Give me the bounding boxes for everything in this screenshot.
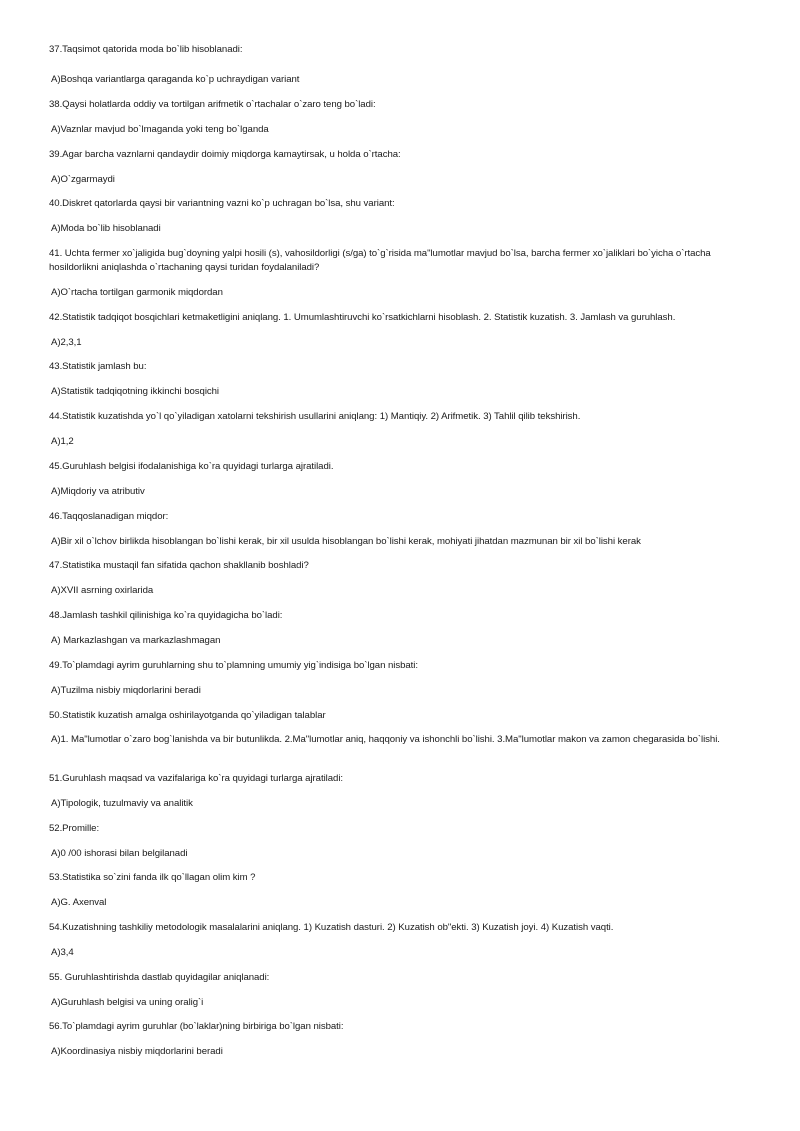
answer-40: A)Moda bo`lib hisoblanadi [51, 223, 161, 234]
question-41: 41. Uchta fermer xo`jaligida bug`doyning yalpi hosili (s), vahosildorligi (s/ga) to`g`risida ma"lumotlar mavjud bo`lsa, barcha fermer xo`jaliklari bo`yicha o`rtacha hosildorlikni aniqlashda o`rtachaning qaysi turidan foydalaniladi? [49, 248, 711, 273]
answer-56: A)Koordinasiya nisbiy miqdorlarini beradi [51, 1046, 223, 1057]
question-44: 44.Statistik kuzatishda yo`l qo`yiladigan xatolarni tekshirish usullarini aniqlang: 1) Mantiqiy. 2) Arifmetik. 3) Tahlil qilib tekshirish. [49, 411, 581, 422]
question-56: 56.To`plamdagi ayrim guruhlar (bo`laklar)ning birbiriga bo`lgan nisbati: [49, 1021, 344, 1032]
answer-44: A)1,2 [51, 436, 74, 447]
question-38: 38.Qaysi holatlarda oddiy va tortilgan arifmetik o`rtachalar o`zaro teng bo`ladi: [49, 99, 376, 110]
answer-51: A)Tipologik, tuzulmaviy va analitik [51, 798, 193, 809]
answer-42: A)2,3,1 [51, 337, 82, 348]
question-42: 42.Statistik tadqiqot bosqichlari ketmaketligini aniqlang. 1. Umumlashtiruvchi ko`rsatkichlarni hisoblash. 2. Statistik kuzatish. 3. Jamlash va guruhlash. [49, 312, 676, 323]
question-39: 39.Agar barcha vaznlarni qandaydir doimiy miqdorga kamaytirsak, u holda o`rtacha: [49, 149, 401, 160]
answer-43: A)Statistik tadqiqotning ikkinchi bosqichi [51, 386, 220, 397]
question-48: 48.Jamlash tashkil qilinishiga ko`ra quyidagicha bo`ladi: [49, 610, 283, 621]
answer-39: A)O`zgarmaydi [51, 174, 115, 185]
answer-49: A)Tuzilma nisbiy miqdorlarini beradi [51, 685, 201, 696]
answer-55: A)Guruhlash belgisi va uning oralig`i [51, 997, 204, 1008]
answer-53: A)G. Axenval [51, 897, 107, 908]
answer-50: A)1. Ma"lumotlar o`zaro bog`lanishda va bir butunlikda. 2.Ma"lumotlar aniq, haqqoniy va ishonchli bo`lishi. 3.Ma"lumotlar makon va zamon chegarasida bo`lishi. [51, 734, 720, 745]
question-51: 51.Guruhlash maqsad va vazifalariga ko`ra quyidagi turlarga ajratiladi: [49, 773, 344, 784]
question-52: 52.Promille: [49, 823, 100, 834]
answer-41: A)O`rtacha tortilgan garmonik miqdordan [51, 287, 223, 298]
question-50: 50.Statistik kuzatish amalga oshirilayotganda qo`yiladigan talablar [49, 710, 326, 721]
answer-46: A)Bir xil o`lchov birlikda hisoblangan bo`lishi kerak, bir xil usulda hisoblangan bo`lishi kerak, mohiyati jihatdan mazmunan bir xil bo`lishi kerak [51, 536, 641, 547]
answer-54: A)3,4 [51, 947, 74, 958]
answer-47: A)XVII asrning oxirlarida [51, 585, 154, 596]
question-49: 49.To`plamdagi ayrim guruhlarning shu to`plamning umumiy yig`indisiga bo`lgan nisbati: [49, 660, 418, 671]
answer-37: A)Boshqa variantlarga qaraganda ko`p uchraydigan variant [51, 74, 300, 85]
question-55: 55. Guruhlashtirishda dastlab quyidagilar aniqlanadi: [49, 972, 270, 983]
question-53: 53.Statistika so`zini fanda ilk qo`llagan olim kim ? [49, 872, 256, 883]
question-37: 37.Taqsimot qatorida moda bo`lib hisoblanadi: [49, 44, 243, 55]
question-45: 45.Guruhlash belgisi ifodalanishiga ko`ra quyidagi turlarga ajratiladi. [49, 461, 334, 472]
question-40: 40.Diskret qatorlarda qaysi bir variantning vazni ko`p uchragan bo`lsa, shu variant: [49, 198, 395, 209]
question-46: 46.Taqqoslanadigan miqdor: [49, 511, 169, 522]
question-54: 54.Kuzatishning tashkiliy metodologik masalalarini aniqlang. 1) Kuzatish dasturi. 2) Kuzatish ob"ekti. 3) Kuzatish joyi. 4) Kuzatish vaqti. [49, 922, 614, 933]
answer-48: A) Markazlashgan va markazlashmagan [51, 635, 221, 646]
answer-45: A)Miqdoriy va atributiv [51, 486, 145, 497]
question-47: 47.Statistika mustaqil fan sifatida qachon shakllanib boshladi? [49, 560, 309, 571]
answer-52: A)0 /00 ishorasi bilan belgilanadi [51, 848, 188, 859]
question-43: 43.Statistik jamlash bu: [49, 361, 147, 372]
answer-38: A)Vaznlar mavjud bo`lmaganda yoki teng bo`lganda [51, 124, 269, 135]
